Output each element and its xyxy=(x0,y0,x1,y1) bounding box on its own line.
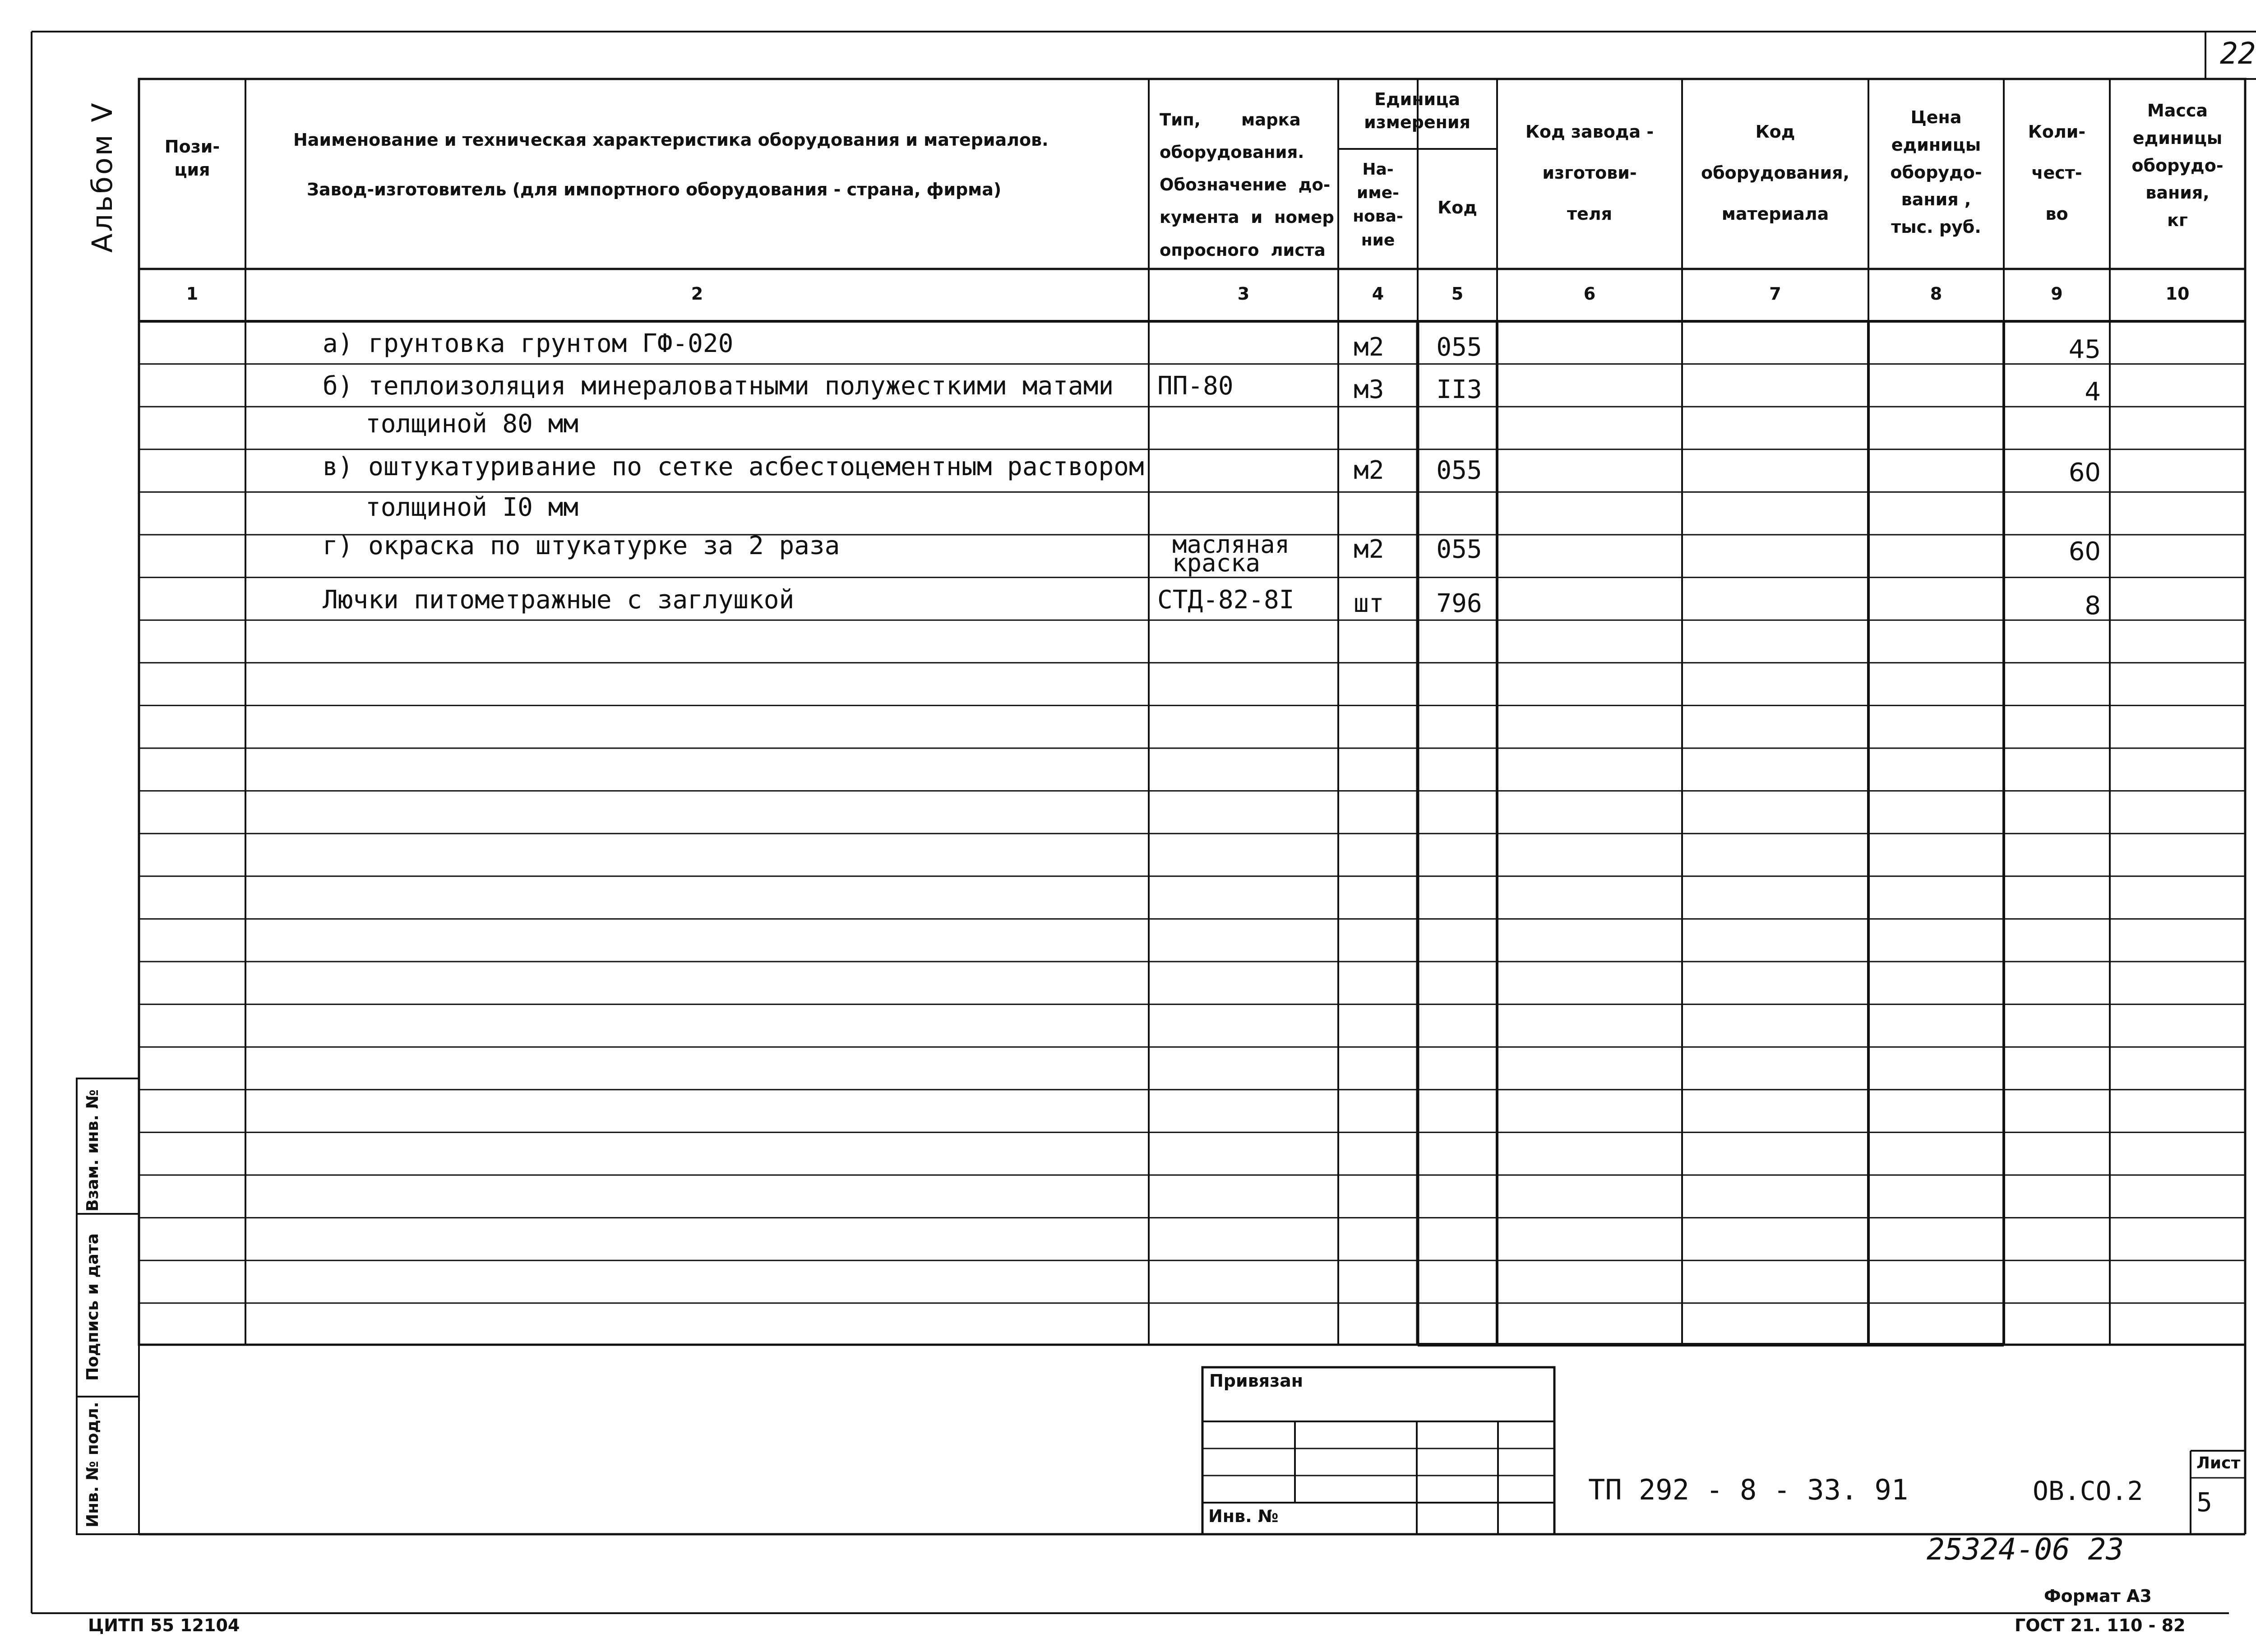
column-number-9: 9 xyxy=(2051,284,2063,304)
column-number-10: 10 xyxy=(2165,284,2190,304)
document-code: ТП 292 - 8 - 33. 91 xyxy=(1588,1473,1909,1506)
row-name: толщиной 80 мм xyxy=(365,409,579,439)
row-unit: м3 xyxy=(1354,375,1384,404)
citp-label: ЦИТП 55 12104 xyxy=(88,1615,240,1635)
column-number-5: 5 xyxy=(1451,284,1464,304)
row-type: масляная краска xyxy=(1172,530,1290,577)
row-unit: м2 xyxy=(1354,333,1384,362)
row-quantity: 60 xyxy=(2068,537,2101,566)
side-label-vzam: Взам. инв. № xyxy=(83,1089,102,1212)
stamp-inv-no: Инв. № xyxy=(1208,1506,1279,1526)
row-unit: шт xyxy=(1354,589,1384,618)
row-quantity: 8 xyxy=(2085,591,2101,620)
header-unit-name: На- име- нова- ние xyxy=(1353,160,1403,250)
row-type: СТД-82-8I xyxy=(1157,585,1294,615)
header-quantity: Коли- чест- во xyxy=(2028,122,2086,224)
header-mass: Масса единицы оборудо- вания, кг xyxy=(2131,101,2224,231)
album-label: Альбом V xyxy=(86,101,119,253)
row-unit: м2 xyxy=(1354,535,1384,564)
row-name: а) грунтовка грунтом ГФ-020 xyxy=(323,329,734,358)
header-equipment-code: Код оборудования, материала xyxy=(1701,122,1849,224)
format-label: Формат А3 xyxy=(2044,1586,2152,1606)
row-code: 055 xyxy=(1436,456,1482,485)
row-name: г) окраска по штукатурке за 2 раза xyxy=(323,531,840,560)
header-factory-code: Код завода - изготови- теля xyxy=(1525,122,1654,224)
header-position: Пози- ция xyxy=(164,137,220,180)
header-name-line1: Наименование и техническая характеристика оборудования и материалов. xyxy=(293,130,1049,150)
list-label: Лист xyxy=(2196,1454,2241,1472)
archive-number: 25324-06 23 xyxy=(1927,1532,2124,1567)
row-unit: м2 xyxy=(1354,456,1384,485)
row-quantity: 45 xyxy=(2068,335,2101,364)
column-number-2: 2 xyxy=(691,284,703,304)
row-code: 055 xyxy=(1436,535,1482,564)
header-price: Цена единицы оборудо- вания , тыс. руб. xyxy=(1890,107,1982,237)
row-quantity: 4 xyxy=(2085,377,2101,407)
row-type: ПП-80 xyxy=(1157,371,1234,401)
column-number-7: 7 xyxy=(1769,284,1781,304)
row-name: Лючки питометражные с заглушкой xyxy=(323,585,795,615)
row-name: толщиной I0 мм xyxy=(365,493,579,522)
sheet-code: ОВ.СО.2 xyxy=(2033,1476,2143,1506)
row-code: 796 xyxy=(1436,589,1482,618)
column-number-8: 8 xyxy=(1930,284,1942,304)
column-number-4: 4 xyxy=(1372,284,1384,304)
row-code: II3 xyxy=(1436,375,1482,404)
list-number: 5 xyxy=(2196,1487,2212,1518)
column-number-3: 3 xyxy=(1237,284,1250,304)
side-label-podpis: Подпись и дата xyxy=(83,1233,102,1381)
gost-label: ГОСТ 21. 110 - 82 xyxy=(2015,1615,2186,1635)
column-number-1: 1 xyxy=(186,284,199,304)
header-unit-code: Код xyxy=(1438,198,1477,217)
header-unit: Единица измерения xyxy=(1364,89,1470,133)
page-number: 22 xyxy=(2220,36,2256,71)
header-name-line2: Завод-изготовитель (для импортного оборудования - страна, фирма) xyxy=(307,180,1002,199)
column-number-6: 6 xyxy=(1583,284,1596,304)
stamp-privyazan: Привязан xyxy=(1209,1371,1304,1391)
row-quantity: 60 xyxy=(2068,458,2101,487)
row-code: 055 xyxy=(1436,333,1482,362)
side-label-inv-podl: Инв. № подл. xyxy=(83,1402,102,1527)
header-type: Тип, марка оборудования. Обозначение до- кумента и номер опросного листа xyxy=(1160,110,1334,260)
row-name: в) оштукатуривание по сетке асбестоцементным раствором xyxy=(323,452,1144,481)
row-name: б) теплоизоляция минераловатными полужесткими матами xyxy=(323,371,1114,401)
